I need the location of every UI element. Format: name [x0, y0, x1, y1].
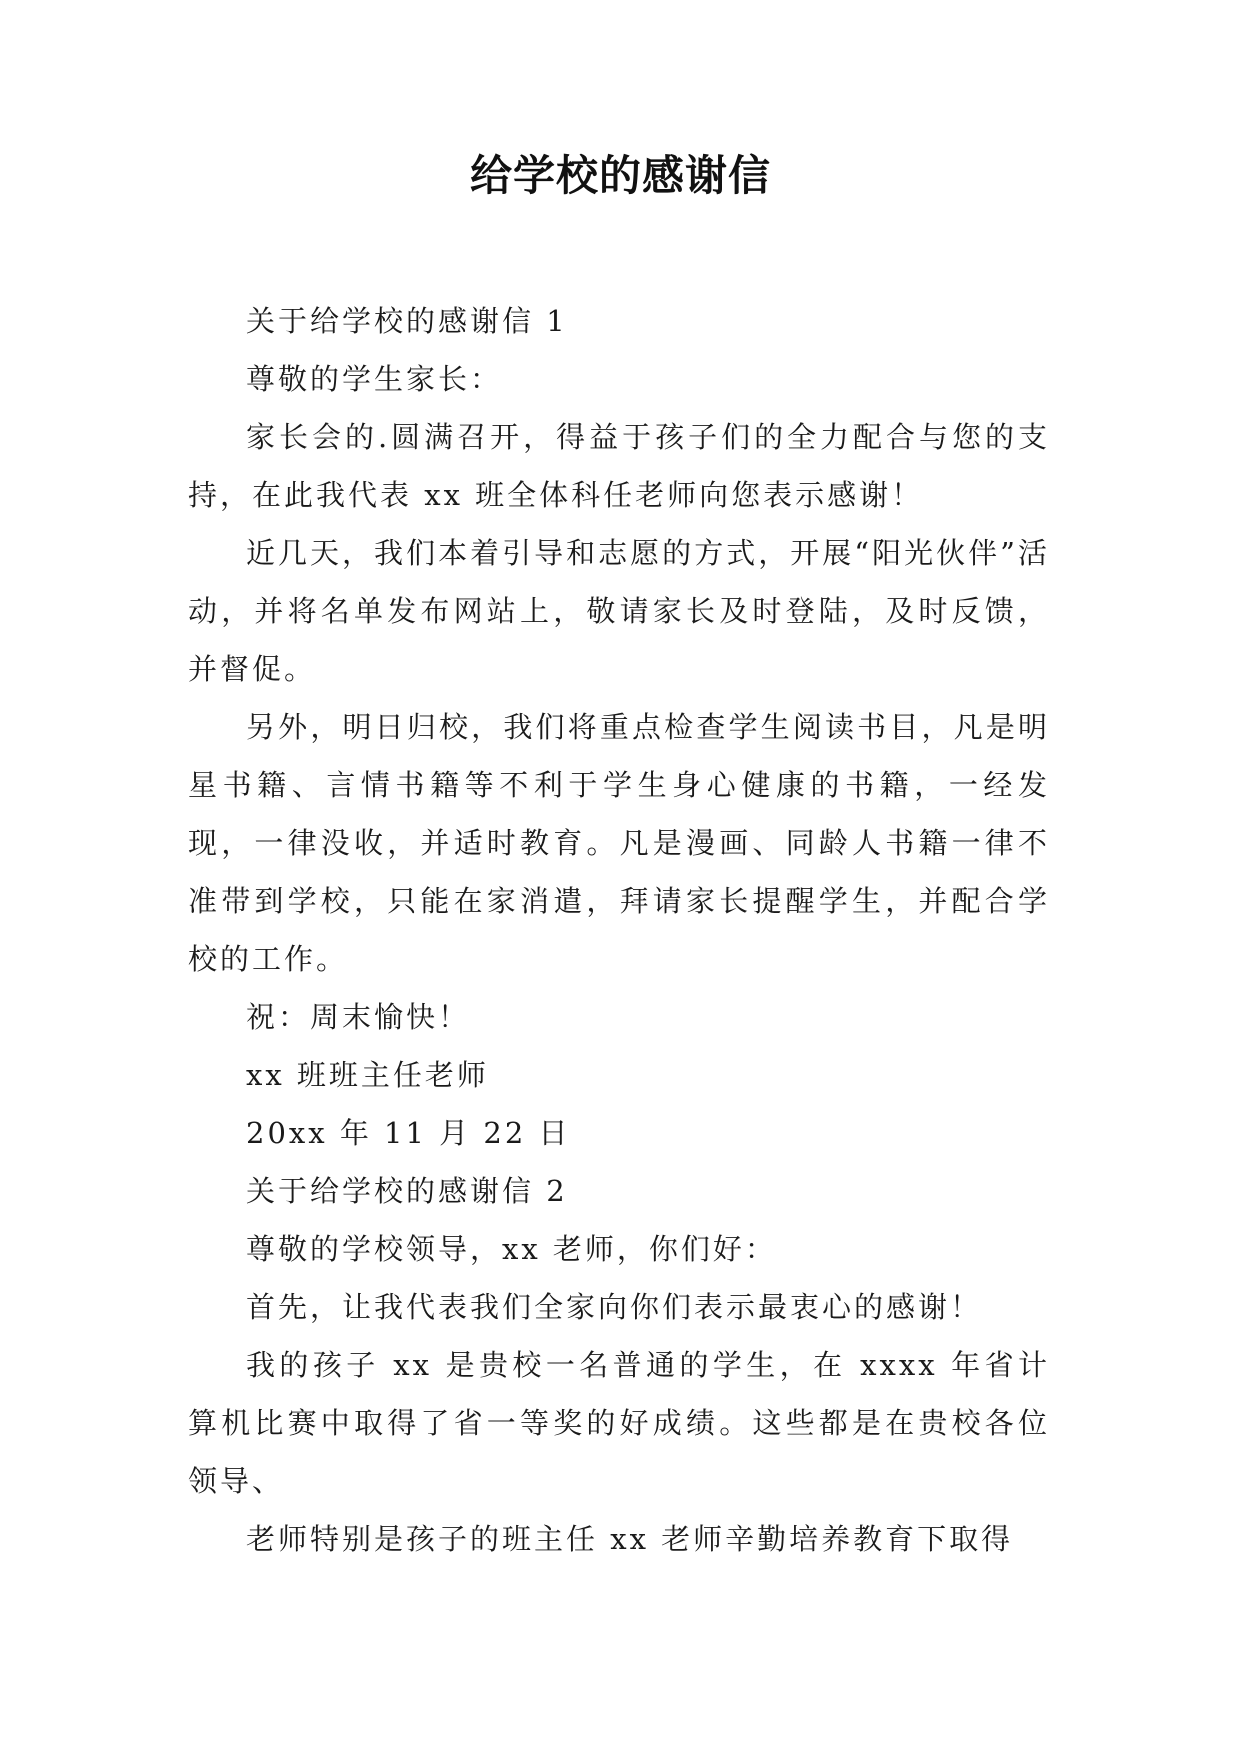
letter-1-paragraph: 家长会的.圆满召开，得益于孩子们的全力配合与您的支持，在此我代表 xx 班全体科任老师向您表示感谢！ [188, 420, 1050, 512]
letter-1-date: 20xx 年 11 月 22 日 [246, 1116, 571, 1150]
letter-2-heading: 关于给学校的感谢信 2 [246, 1174, 568, 1208]
letter-1-signature: xx 班班主任老师 [246, 1058, 489, 1092]
letter-2-salutation: 尊敬的学校领导，xx 老师，你们好： [246, 1232, 777, 1266]
letter-1-paragraph: 另外，明日归校，我们将重点检查学生阅读书目，凡是明星书籍、言情书籍等不利于学生身心健康的书籍，一经发现，一律没收，并适时教育。凡是漫画、同龄人书籍一律不准带到学校，只能在家消遣，拜请家长提醒学生，并配合学校的工作。 [188, 710, 1050, 976]
letter-1-paragraph: 近几天，我们本着引导和志愿的方式，开展“阳光伙伴”活动，并将名单发布网站上，敬请家长及时登陆，及时反馈，并督促。 [188, 536, 1050, 686]
document-title: 给学校的感谢信 [469, 151, 771, 200]
letter-1-closing: 祝：周末愉快！ [246, 1000, 471, 1034]
letter-2-paragraph: 老师特别是孩子的班主任 xx 老师辛勤培养教育下取得 [246, 1522, 1014, 1556]
letter-1-salutation: 尊敬的学生家长： [246, 362, 503, 396]
letter-2-paragraph: 我的孩子 xx 是贵校一名普通的学生，在 xxxx 年省计算机比赛中取得了省一等奖的好成绩。这些都是在贵校各位领导、 [188, 1348, 1050, 1498]
letter-1-heading: 关于给学校的感谢信 1 [246, 304, 568, 338]
document-body [188, 292, 1050, 1568]
letter-2-paragraph: 首先，让我代表我们全家向你们表示最衷心的感谢！ [246, 1290, 983, 1324]
